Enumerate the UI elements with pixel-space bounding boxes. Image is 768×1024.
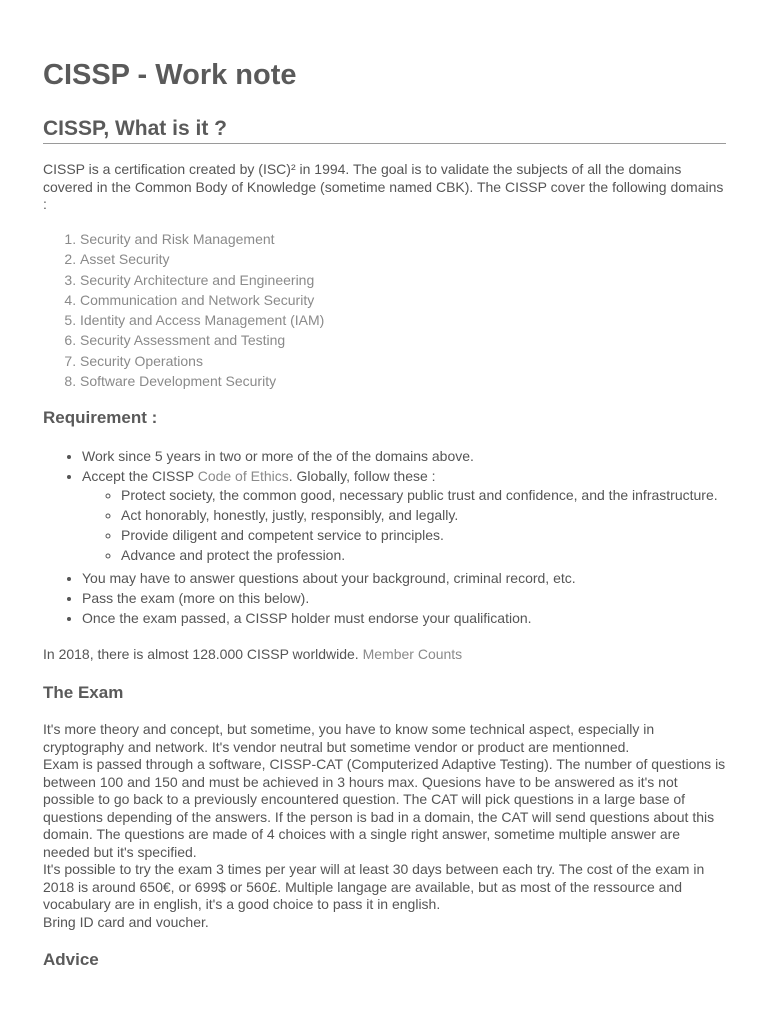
requirement-item: • You may have to answer questions about your background, criminal record, etc. bbox=[82, 568, 726, 588]
exam-heading: The Exam bbox=[43, 683, 124, 702]
domain-item[interactable]: 6. Security Assessment and Testing bbox=[80, 330, 324, 350]
domains-list bbox=[43, 229, 324, 391]
requirement-item: • Pass the exam (more on this below). bbox=[82, 588, 726, 608]
member-counts-link[interactable]: Member Counts bbox=[362, 646, 463, 662]
exam-paragraph-4: Bring ID card and voucher. bbox=[43, 914, 209, 930]
ethics-item: ◦ Act honorably, honestly, justly, responsibly, and legally. bbox=[121, 507, 726, 525]
exam-paragraph-2: Exam is passed through a software, CISSP-CAT (Computerized Adaptive Testing). The number of questions is between 100 and 150 and must be achieved in 3 hours max. Quesions have to be answered as it's not possible to go back to a previously encountered question. The CAT will pick questions in a large base of questions depending of the answers. If the person is bad in a domain, the CAT will send questions about this domain. The questions are made of 4 choices with a single right answer, sometime multiple answer are needed but it's specified. bbox=[43, 756, 726, 860]
exam-paragraph-3: It's possible to try the exam 3 times per year will at least 30 days between each try. The cost of the exam in 2018 is around 650€, or 699$ or 560£. Multiple langage are available, but as most of the ressource and vocabulary are in english, it's a good choice to pass it in english. bbox=[43, 861, 705, 912]
domain-item[interactable]: 8. Software Development Security bbox=[80, 371, 324, 391]
advice-heading: Advice bbox=[43, 950, 99, 969]
domain-item[interactable]: 4. Communication and Network Security bbox=[80, 290, 324, 310]
requirement-list bbox=[43, 446, 726, 629]
section-heading-what-is-it: CISSP, What is it ? bbox=[43, 116, 726, 144]
requirement-item: • Accept the CISSP Code of Ethics. Globally, follow these : ◦ Protect society, the common good, necessary public trust and confidence, and the infrastructure. ◦ Act honorably, honestly, justly, responsibly, and legally. ◦ Provide diligent and competent service to principles. ◦ Advance and protect the profession. bbox=[82, 466, 726, 565]
member-count-paragraph: In 2018, there is almost 128.000 CISSP worldwide. Member Counts bbox=[43, 646, 463, 662]
ethics-item: ◦ Protect society, the common good, necessary public trust and confidence, and the infrastructure. bbox=[121, 487, 726, 505]
domain-item[interactable]: 7. Security Operations bbox=[80, 351, 324, 371]
ethics-item: ◦ Provide diligent and competent service to principles. bbox=[121, 527, 726, 545]
requirement-heading: Requirement : bbox=[43, 408, 158, 427]
intro-paragraph: CISSP is a certification created by (ISC)² in 1994. The goal is to validate the subjects of all the domains covered in the Common Body of Knowledge (sometime named CBK). The CISSP cover the following domains : bbox=[43, 161, 724, 212]
ethics-item: ◦ Advance and protect the profession. bbox=[121, 547, 726, 565]
domain-item[interactable]: 5. Identity and Access Management (IAM) bbox=[80, 310, 324, 330]
domain-item[interactable]: 3. Security Architecture and Engineering bbox=[80, 270, 324, 290]
domain-item[interactable]: 2. Asset Security bbox=[80, 249, 324, 269]
ethics-list bbox=[82, 487, 726, 565]
requirement-item: • Work since 5 years in two or more of the of the domains above. bbox=[82, 446, 726, 466]
requirement-item: • Once the exam passed, a CISSP holder must endorse your qualification. bbox=[82, 608, 726, 628]
code-of-ethics-link[interactable]: Code of Ethics bbox=[197, 468, 289, 485]
page-title: CISSP - Work note bbox=[43, 59, 297, 91]
exam-paragraph-1: It's more theory and concept, but sometime, you have to know some technical aspect, especially in cryptography and network. It's vendor neutral but sometime vendor or product are mentionned. bbox=[43, 721, 655, 755]
domain-item[interactable]: 1. Security and Risk Management bbox=[80, 229, 324, 249]
